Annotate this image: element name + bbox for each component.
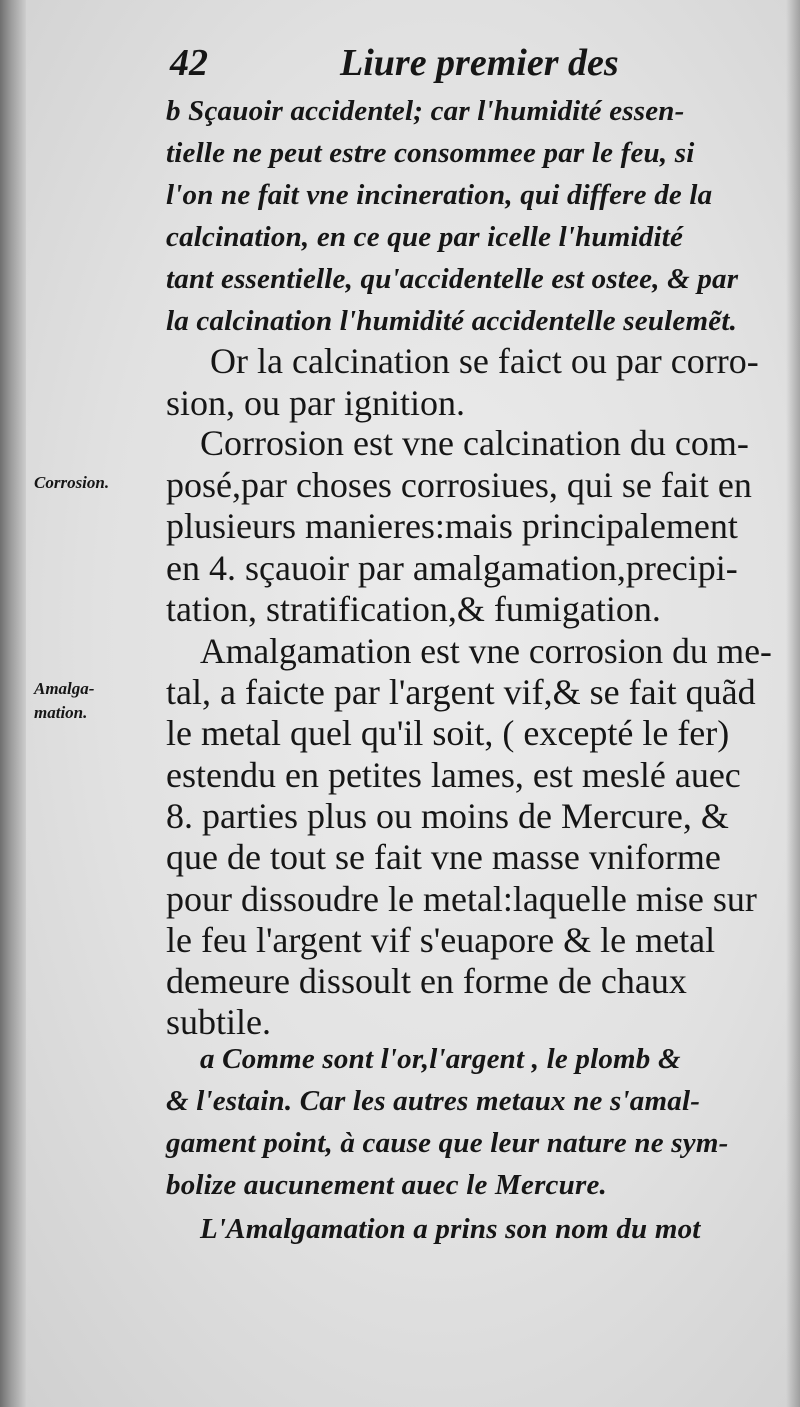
- text-line: subtile.: [166, 1002, 271, 1042]
- text-line: le feu l'argent vif s'euapore & le metal: [166, 920, 716, 960]
- text-line: gament point, à cause que leur nature ne sym-: [166, 1127, 729, 1159]
- text-line: Amalgamation est vne corrosion du me-: [200, 631, 772, 671]
- text-line: b Sçauoir accidentel; car l'humidité essen-: [166, 95, 685, 127]
- text-line: le metal quel qu'il soit, ( excepté le fer): [166, 713, 730, 753]
- page-header: [170, 38, 770, 88]
- page-edge-shadow: [786, 0, 800, 1407]
- text-line: Corrosion est vne calcination du com-: [200, 423, 749, 463]
- text-line: 8. parties plus ou moins de Mercure, &: [166, 796, 729, 836]
- text-line: a Comme sont l'or,l'argent , le plomb &: [200, 1043, 681, 1075]
- text-line: tant essentielle, qu'accidentelle est ostee, & par: [166, 263, 739, 295]
- text-line: Or la calcination se faict ou par corro-: [210, 341, 759, 381]
- text-line: demeure dissoult en forme de chaux: [166, 961, 687, 1001]
- text-line: pour dissoudre le metal:laquelle mise sur: [166, 879, 757, 919]
- text-line: l'on ne fait vne incineration, qui differe de la: [166, 179, 713, 211]
- text-line: & l'estain. Car les autres metaux ne s'amal-: [166, 1085, 701, 1117]
- text-line: estendu en petites lames, est meslé auec: [166, 755, 741, 795]
- text-line: sion, ou par ignition.: [166, 383, 465, 423]
- text-line: tation, stratification,& fumigation.: [166, 589, 661, 629]
- text-line: L'Amalgamation a prins son nom du mot: [200, 1213, 701, 1245]
- margin-note-amalgamation-2: mation.: [34, 703, 88, 722]
- text-line: bolize aucunement auec le Mercure.: [166, 1169, 607, 1201]
- text-line: tal, a faicte par l'argent vif,& se fait quãd: [166, 672, 756, 712]
- text-line: en 4. sçauoir par amalgamation,precipi-: [166, 548, 738, 588]
- page-number: 42: [170, 42, 208, 84]
- text-line: plusieurs manieres:mais principalement: [166, 506, 738, 546]
- text-line: posé,par choses corrosiues, qui se fait en: [166, 465, 752, 505]
- text-line: tielle ne peut estre consommee par le feu, si: [166, 137, 695, 169]
- binding-gutter: [0, 0, 26, 1407]
- margin-note-corrosion: Corrosion.: [34, 473, 110, 492]
- running-head: Liure premier des: [340, 42, 619, 84]
- text-line: la calcination l'humidité accidentelle seulemẽt.: [166, 305, 738, 337]
- margin-note-amalgamation-1: Amalga-: [34, 679, 95, 698]
- text-line: calcination, en ce que par icelle l'humidité: [166, 221, 684, 253]
- text-line: que de tout se fait vne masse vniforme: [166, 837, 721, 877]
